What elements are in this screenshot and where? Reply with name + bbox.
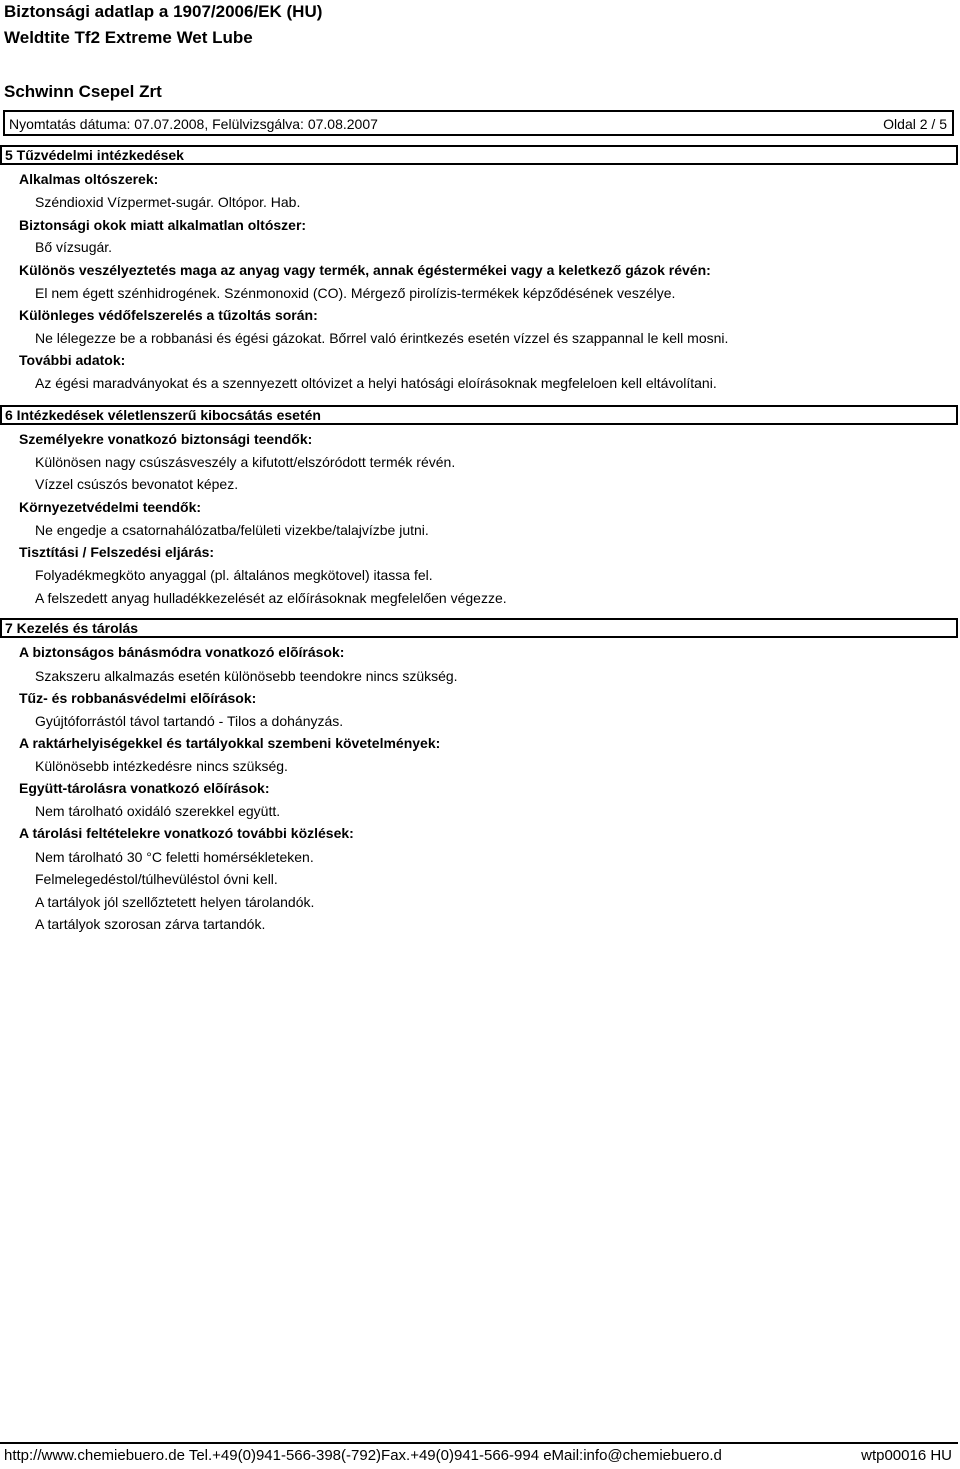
section-7-text-5a: Nem tárolható 30 °C feletti homérsékleteken. — [35, 849, 314, 865]
section-5-text-4: Ne lélegezze be a robbanási és égési gázokat. Bőrrel való érintkezés esetén vízzel és szappannal le kell mosni. — [35, 330, 729, 346]
product-name: Weldtite Tf2 Extreme Wet Lube — [4, 28, 253, 47]
section-5-text-2: Bő vízsugár. — [35, 239, 113, 255]
section-5-label-3: Különös veszélyeztetés maga az anyag vagy termék, annak égéstermékei vagy a keletkező gázok révén: — [19, 262, 711, 278]
print-date: Nyomtatás dátuma: 07.07.2008, Felülvizsgálva: 07.08.2007 — [9, 116, 378, 132]
section-5-label-1: Alkalmas oltószerek: — [19, 171, 159, 187]
page-number: Oldal 2 / 5 — [883, 116, 947, 132]
section-7-text-5b: Felmelegedéstol/túlhevüléstol óvni kell. — [35, 871, 278, 887]
section-6-label-1: Személyekre vonatkozó biztonsági teendők: — [19, 431, 313, 447]
section-6-label-3: Tisztítási / Felszedési eljárás: — [19, 544, 215, 560]
section-7-text-5d: A tartályok szorosan zárva tartandók. — [35, 916, 266, 932]
section-7-label-3: A raktárhelyiségekkel és tartályokkal szembeni követelmények: — [19, 735, 441, 751]
section-5-text-1: Széndioxid Vízpermet-sugár. Oltópor. Hab. — [35, 194, 301, 210]
section-7-text-5c: A tartályok jól szellőztetett helyen tárolandók. — [35, 894, 315, 910]
section-7-label-2: Tűz- és robbanásvédelmi elõírások: — [19, 690, 257, 706]
section-7-text-4: Nem tárolható oxidáló szerekkel együtt. — [35, 803, 281, 819]
section-5-label-5: További adatok: — [19, 352, 126, 368]
footer-contact: http://www.chemiebuero.de Tel.+49(0)941-566-398(-792)Fax.+49(0)941-566-994 eMail:info@chemiebuero.d — [4, 1447, 722, 1464]
section-5-heading: 5 Tűzvédelmi intézkedések — [0, 145, 958, 165]
section-5-text-5: Az égési maradványokat és a szennyezett oltóvizet a helyi hatósági eloírásoknak megfeleloen kell eltávolítani. — [35, 375, 717, 391]
print-info-bar — [3, 110, 954, 136]
section-7-text-1: Szakszeru alkalmazás esetén különösebb teendokre nincs szükség. — [35, 668, 458, 684]
section-7-label-5: A tárolási feltételekre vonatkozó további közlések: — [19, 825, 354, 841]
section-6-heading: 6 Intézkedések véletlenszerű kibocsátás esetén — [0, 405, 958, 425]
section-7-text-2: Gyújtóforrástól távol tartandó - Tilos a dohányzás. — [35, 713, 344, 729]
section-7-label-1: A biztonságos bánásmódra vonatkozó elõírások: — [19, 644, 345, 660]
section-6-label-2: Környezetvédelmi teendők: — [19, 499, 202, 515]
section-5-text-3: El nem égett szénhidrogének. Szénmonoxid (CO). Mérgező pirolízis-termékek képződésének veszélye. — [35, 285, 676, 301]
section-6-text-3b: A felszedett anyag hulladékkezelését az előírásoknak megfelelően végezze. — [35, 590, 507, 606]
section-6-text-2: Ne engedje a csatornahálózatba/felületi vizekbe/talajvízbe jutni. — [35, 522, 429, 538]
section-5-label-2: Biztonsági okok miatt alkalmatlan oltószer: — [19, 217, 307, 233]
section-7-label-4: Együtt-tárolásra vonatkozó elõírások: — [19, 780, 270, 796]
section-6-text-1a: Különösen nagy csúszásveszély a kifutott/elszóródott termék révén. — [35, 454, 456, 470]
section-6-text-1b: Vízzel csúszós bevonatot képez. — [35, 476, 239, 492]
section-5-label-4: Különleges védőfelszerelés a tűzoltás során: — [19, 307, 318, 323]
section-7-heading: 7 Kezelés és tárolás — [0, 618, 958, 638]
document-title: Biztonsági adatlap a 1907/2006/EK (HU) — [4, 2, 323, 21]
document-footer — [0, 1442, 958, 1468]
section-6-text-3a: Folyadékmegköto anyaggal (pl. általános megkötovel) itassa fel. — [35, 567, 433, 583]
company-name: Schwinn Csepel Zrt — [4, 82, 162, 101]
section-7-text-3: Különösebb intézkedésre nincs szükség. — [35, 758, 288, 774]
footer-code: wtp00016 HU — [861, 1447, 952, 1464]
